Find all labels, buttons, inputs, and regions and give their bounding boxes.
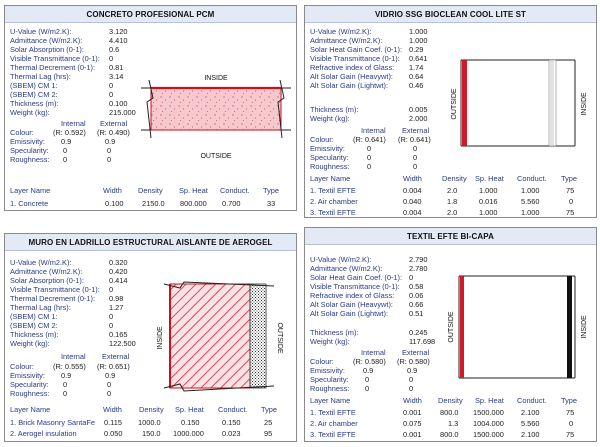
prop-value: 0.165 (109, 330, 128, 339)
prop-value: 1.27 (109, 303, 124, 312)
prop-label: U-Value (W/m2.K): (310, 255, 372, 264)
prop-label: Admittance (W/m2.K): (10, 36, 83, 45)
prop-label: Refractive index of Glass: (310, 291, 395, 300)
col-type: Type (263, 186, 280, 195)
layer-type: 0 (569, 419, 574, 428)
col-width: Width (403, 174, 422, 183)
layer-conduct: 0.150 (222, 418, 241, 427)
layer-conduct: 2.100 (521, 430, 540, 439)
prop-value: 0.005 (409, 105, 428, 114)
panel-title: TEXTIL EFTE BI-CAPA (305, 228, 596, 245)
prop-value: 0.98 (109, 294, 124, 303)
prop-value: 3.14 (109, 72, 124, 81)
prop-label: Thermal Decrement (0-1): (10, 294, 96, 303)
prop-value: 0 (109, 321, 114, 330)
col-density: Density (139, 405, 164, 414)
col-conduct: Conduct. (517, 174, 547, 183)
layer-width: 0.050 (104, 429, 123, 438)
layer-name: 1. Brick Masonry SantaFe (10, 418, 96, 427)
layer-spheat: 0.150 (181, 418, 200, 427)
surface-label: Specularity: (310, 153, 349, 162)
surface-label: Colour: (10, 362, 34, 371)
layer-spheat: 1000.000 (173, 429, 204, 438)
prop-value: 215.000 (109, 108, 136, 117)
prop-label: Thermal Lag (hrs): (10, 303, 71, 312)
surface-external: 0 (107, 380, 112, 389)
prop-value: 0.320 (109, 258, 128, 267)
prop-label: Thickness (m): (10, 330, 59, 339)
surface-internal: 0 (365, 375, 370, 384)
surface-label: Specularity: (10, 380, 49, 389)
prop-value: 0 (409, 273, 414, 282)
external-header: External (402, 126, 430, 135)
layer-spheat: 1.000 (479, 208, 498, 217)
efte-layer-inner (567, 276, 572, 378)
col-width: Width (103, 186, 122, 195)
prop-label: Admittance (W/m2.K): (310, 264, 383, 273)
aerogel-layer (250, 284, 266, 388)
col-conduct: Conduct. (220, 186, 250, 195)
efte-layer-inner (549, 60, 556, 146)
prop-label: Visible Transmittance (0-1): (10, 54, 100, 63)
inside-label: INSIDE (157, 326, 164, 350)
prop-value: 117.698 (409, 337, 436, 346)
layer-density: 2150.0 (142, 199, 165, 208)
surface-internal: 0.9 (61, 371, 72, 380)
prop-label: Weight (kg): (10, 339, 50, 348)
layer-width: 0.115 (104, 418, 122, 427)
layer-name: 3. Textil EFTE (310, 208, 356, 217)
surface-label: Emissivity: (310, 366, 345, 375)
col-type: Type (261, 405, 278, 414)
layer-density: 1000.0 (138, 418, 161, 427)
surface-external: (R: 0.580) (397, 357, 430, 366)
layer-conduct: 5.560 (521, 419, 540, 428)
layer-name: 2. Aerogel insulation (10, 429, 77, 438)
surface-external: (R: 0.651) (97, 362, 130, 371)
prop-value: 2.790 (409, 255, 428, 264)
col-spheat: Sp. Heat (475, 396, 504, 405)
prop-label: (SBEM) CM 1: (10, 81, 58, 90)
col-conduct: Conduct. (218, 405, 248, 414)
prop-value: 0.58 (409, 282, 424, 291)
layer-conduct: 5.560 (521, 197, 540, 206)
col-conduct: Conduct. (517, 396, 547, 405)
construction-section-diagram (141, 68, 296, 166)
prop-label: (SBEM) CM 1: (10, 312, 58, 321)
prop-label: Visible Transmittance (0-1): (310, 54, 400, 63)
surface-internal: 0 (367, 153, 372, 162)
concrete-layer (151, 88, 281, 130)
prop-label: Visible Transmittance (0-1): (10, 285, 100, 294)
surface-label: Colour: (310, 357, 334, 366)
construction-section-diagram (445, 38, 595, 168)
layer-width: 0.001 (403, 430, 422, 439)
prop-value: 0.414 (109, 276, 128, 285)
layer-name: 1. Concrete (10, 199, 49, 208)
prop-label: Visible Transmittance (0-1): (310, 282, 400, 291)
surface-external: (R: 0.641) (398, 135, 431, 144)
material-panel-textil (304, 227, 597, 442)
efte-layer-outer (460, 276, 464, 378)
layer-type: 25 (264, 418, 273, 427)
prop-value: 0.245 (409, 328, 428, 337)
surface-label: Colour: (10, 128, 34, 137)
prop-value: 0 (109, 81, 114, 90)
surface-internal: 0 (367, 162, 372, 171)
surface-external: 0 (413, 162, 418, 171)
brick-masonry-layer (170, 284, 250, 388)
layer-conduct: 2.100 (521, 408, 540, 417)
layer-type: 75 (566, 408, 575, 417)
panel-title: MURO EN LADRILLO ESTRUCTURAL AISLANTE DE AEROGEL (5, 234, 296, 251)
prop-value: 0 (109, 54, 114, 63)
prop-value: 0.29 (409, 45, 424, 54)
prop-label: (SBEM) CM 2: (10, 90, 58, 99)
prop-value: 0 (109, 90, 114, 99)
col-width: Width (103, 405, 122, 414)
col-layer-name: Layer Name (10, 186, 51, 195)
surface-label: Roughness: (10, 389, 50, 398)
prop-label: Thickness (m): (310, 105, 359, 114)
surface-label: Colour: (310, 135, 334, 144)
external-header: External (402, 348, 430, 357)
prop-label: Alt Solar Gain (Heavywt): (310, 300, 393, 309)
prop-label: U-Value (W/m2.K): (310, 27, 372, 36)
prop-value: 0.64 (409, 72, 424, 81)
surface-external: 0 (413, 144, 418, 153)
prop-label: Solar Absorption (0-1): (10, 276, 84, 285)
external-header: External (102, 352, 130, 361)
prop-value: 0.66 (409, 300, 424, 309)
layer-type: 33 (267, 199, 276, 208)
prop-label: Weight (kg): (310, 337, 350, 346)
layer-type: 75 (566, 430, 575, 439)
prop-value: 1.000 (409, 36, 428, 45)
surface-internal: 0 (367, 144, 372, 153)
layer-spheat: 1500.000 (473, 408, 504, 417)
surface-label: Roughness: (310, 384, 350, 393)
panel-title: VIDRIO SSG BIOCLEAN COOL LITE ST (305, 6, 596, 23)
prop-label: (SBEM) CM 2: (10, 321, 58, 330)
prop-value: 1.000 (409, 27, 428, 36)
prop-label: Solar Absorption (0-1): (10, 45, 84, 54)
outside-label: OUTSIDE (451, 88, 458, 120)
col-type: Type (561, 396, 578, 405)
layer-density: 1.8 (447, 197, 458, 206)
col-width: Width (403, 396, 422, 405)
layer-conduct: 0.023 (222, 429, 241, 438)
prop-value: 0.6 (109, 45, 120, 54)
surface-internal: 0 (63, 155, 68, 164)
prop-value: 0.420 (109, 267, 128, 276)
prop-value: 1.74 (409, 63, 424, 72)
prop-value: 0.81 (109, 63, 124, 72)
layer-width: 0.004 (403, 186, 422, 195)
layer-density: 150.0 (142, 429, 161, 438)
surface-label: Emissivity: (10, 137, 45, 146)
external-header: External (100, 119, 128, 128)
layer-spheat: 1.000 (479, 186, 498, 195)
outside-label: OUTSIDE (276, 322, 283, 354)
layer-type: 75 (566, 186, 575, 195)
prop-label: Alt Solar Gain (Heavywt): (310, 72, 393, 81)
surface-external: 0 (413, 153, 418, 162)
surface-label: Specularity: (10, 146, 49, 155)
layer-type: 75 (566, 208, 575, 217)
surface-internal: 0 (365, 384, 370, 393)
prop-label: Weight (kg): (310, 114, 350, 123)
internal-header: Internal (61, 119, 86, 128)
prop-label: Thermal Decrement (0-1): (10, 63, 96, 72)
inside-label: INSIDE (581, 315, 588, 339)
surface-internal: (R: 0.555) (53, 362, 86, 371)
layer-density: 2.0 (447, 186, 458, 195)
prop-value: 0.46 (409, 81, 424, 90)
layer-type: 95 (264, 429, 273, 438)
col-density: Density (138, 186, 163, 195)
layer-width: 0.040 (403, 197, 422, 206)
col-layer-name: Layer Name (310, 174, 351, 183)
col-density: Density (438, 396, 463, 405)
prop-value: 0 (109, 285, 114, 294)
prop-label: Weight (kg): (10, 108, 50, 117)
surface-label: Emissivity: (10, 371, 45, 380)
surface-label: Roughness: (310, 162, 350, 171)
col-layer-name: Layer Name (310, 396, 351, 405)
layer-density: 800.0 (440, 408, 459, 417)
layer-spheat: 0.016 (479, 197, 498, 206)
internal-header: Internal (61, 352, 86, 361)
prop-label: Thickness (m): (310, 328, 359, 337)
layer-width: 0.100 (105, 199, 124, 208)
internal-header: Internal (361, 126, 386, 135)
col-density: Density (442, 174, 467, 183)
layer-density: 1.3 (448, 419, 459, 428)
col-spheat: Sp. Heat (475, 174, 504, 183)
layer-conduct: 0.700 (222, 199, 241, 208)
surface-internal: (R: 0.641) (353, 135, 386, 144)
internal-header: Internal (361, 348, 386, 357)
outside-label: OUTSIDE (200, 153, 232, 160)
surface-internal: 0.9 (61, 137, 72, 146)
surface-external: 0 (107, 389, 112, 398)
surface-internal: (R: 0.592) (53, 128, 86, 137)
layer-name: 1. Textil EFTE (310, 408, 356, 417)
surface-label: Specularity: (310, 375, 349, 384)
surface-external: 0 (107, 155, 112, 164)
layer-width: 0.001 (403, 408, 422, 417)
col-spheat: Sp. Heat (175, 405, 204, 414)
prop-label: Solar Heat Gain Coef. (0-1): (310, 45, 403, 54)
col-type: Type (561, 174, 578, 183)
material-panel-vidrio (304, 5, 597, 218)
prop-value: 2.000 (409, 114, 428, 123)
layer-name: 3. Textil EFTE (310, 430, 356, 439)
prop-label: Thickness (m): (10, 99, 59, 108)
prop-value: 0.641 (409, 54, 428, 63)
layer-width: 0.004 (403, 208, 422, 217)
prop-label: Admittance (W/m2.K): (310, 36, 383, 45)
col-spheat: Sp. Heat (179, 186, 208, 195)
panel-title: CONCRETO PROFESIONAL PCM (5, 6, 296, 23)
layer-conduct: 1.000 (521, 208, 540, 217)
surface-external: 0.9 (407, 366, 418, 375)
material-panel-muro (4, 233, 297, 442)
prop-label: Alt Solar Gain (Lightwt): (310, 309, 389, 318)
construction-section-diagram (150, 270, 290, 395)
surface-internal: 0 (63, 389, 68, 398)
prop-label: Refractive index of Glass: (310, 63, 395, 72)
prop-value: 3.120 (109, 27, 128, 36)
layer-name: 1. Textil EFTE (310, 186, 356, 195)
prop-value: 0.06 (409, 291, 424, 300)
layer-name: 2. Air chamber (310, 197, 358, 206)
prop-value: 0.100 (109, 99, 128, 108)
surface-external: 0 (409, 384, 414, 393)
prop-label: U-Value (W/m2.K): (10, 27, 72, 36)
col-layer-name: Layer Name (10, 405, 51, 414)
prop-label: Solar Heat Gain Coef. (0-1): (310, 273, 403, 282)
efte-layer-outer (462, 60, 467, 146)
layer-width: 0.075 (403, 419, 422, 428)
prop-value: 0.51 (409, 309, 424, 318)
prop-label: Admittance (W/m2.K): (10, 267, 83, 276)
surface-external: (R: 0.490) (97, 128, 130, 137)
surface-label: Emissivity: (310, 144, 345, 153)
prop-value: 2.780 (409, 264, 428, 273)
prop-label: Alt Solar Gain (Lightwt): (310, 81, 389, 90)
layer-spheat: 1500.000 (473, 430, 504, 439)
surface-external: 0.9 (105, 371, 116, 380)
prop-label: U-Value (W/m2.K): (10, 258, 72, 267)
layer-density: 2.0 (447, 208, 458, 217)
prop-value: 4.410 (109, 36, 128, 45)
surface-external: 0 (409, 375, 414, 384)
material-panel-concreto (4, 5, 297, 211)
inside-label: INSIDE (581, 92, 588, 116)
outside-label: OUTSIDE (448, 311, 455, 343)
surface-internal: 0 (63, 380, 68, 389)
surface-external: 0 (107, 146, 112, 155)
layer-spheat: 800.000 (180, 199, 207, 208)
inside-label: INSIDE (204, 75, 228, 82)
layer-spheat: 1004.000 (473, 419, 504, 428)
surface-internal: (R: 0.580) (353, 357, 386, 366)
prop-value: 0 (109, 312, 114, 321)
construction-section-diagram (443, 266, 593, 394)
surface-external: 0.9 (105, 137, 116, 146)
layer-name: 2. Air chamber (310, 419, 358, 428)
surface-internal: 0 (63, 146, 68, 155)
layer-type: 0 (569, 197, 574, 206)
surface-label: Roughness: (10, 155, 50, 164)
layer-density: 800.0 (440, 430, 459, 439)
layer-conduct: 1.000 (521, 186, 540, 195)
prop-label: Thermal Lag (hrs): (10, 72, 71, 81)
prop-value: 122.500 (109, 339, 136, 348)
surface-internal: 0.9 (363, 366, 374, 375)
